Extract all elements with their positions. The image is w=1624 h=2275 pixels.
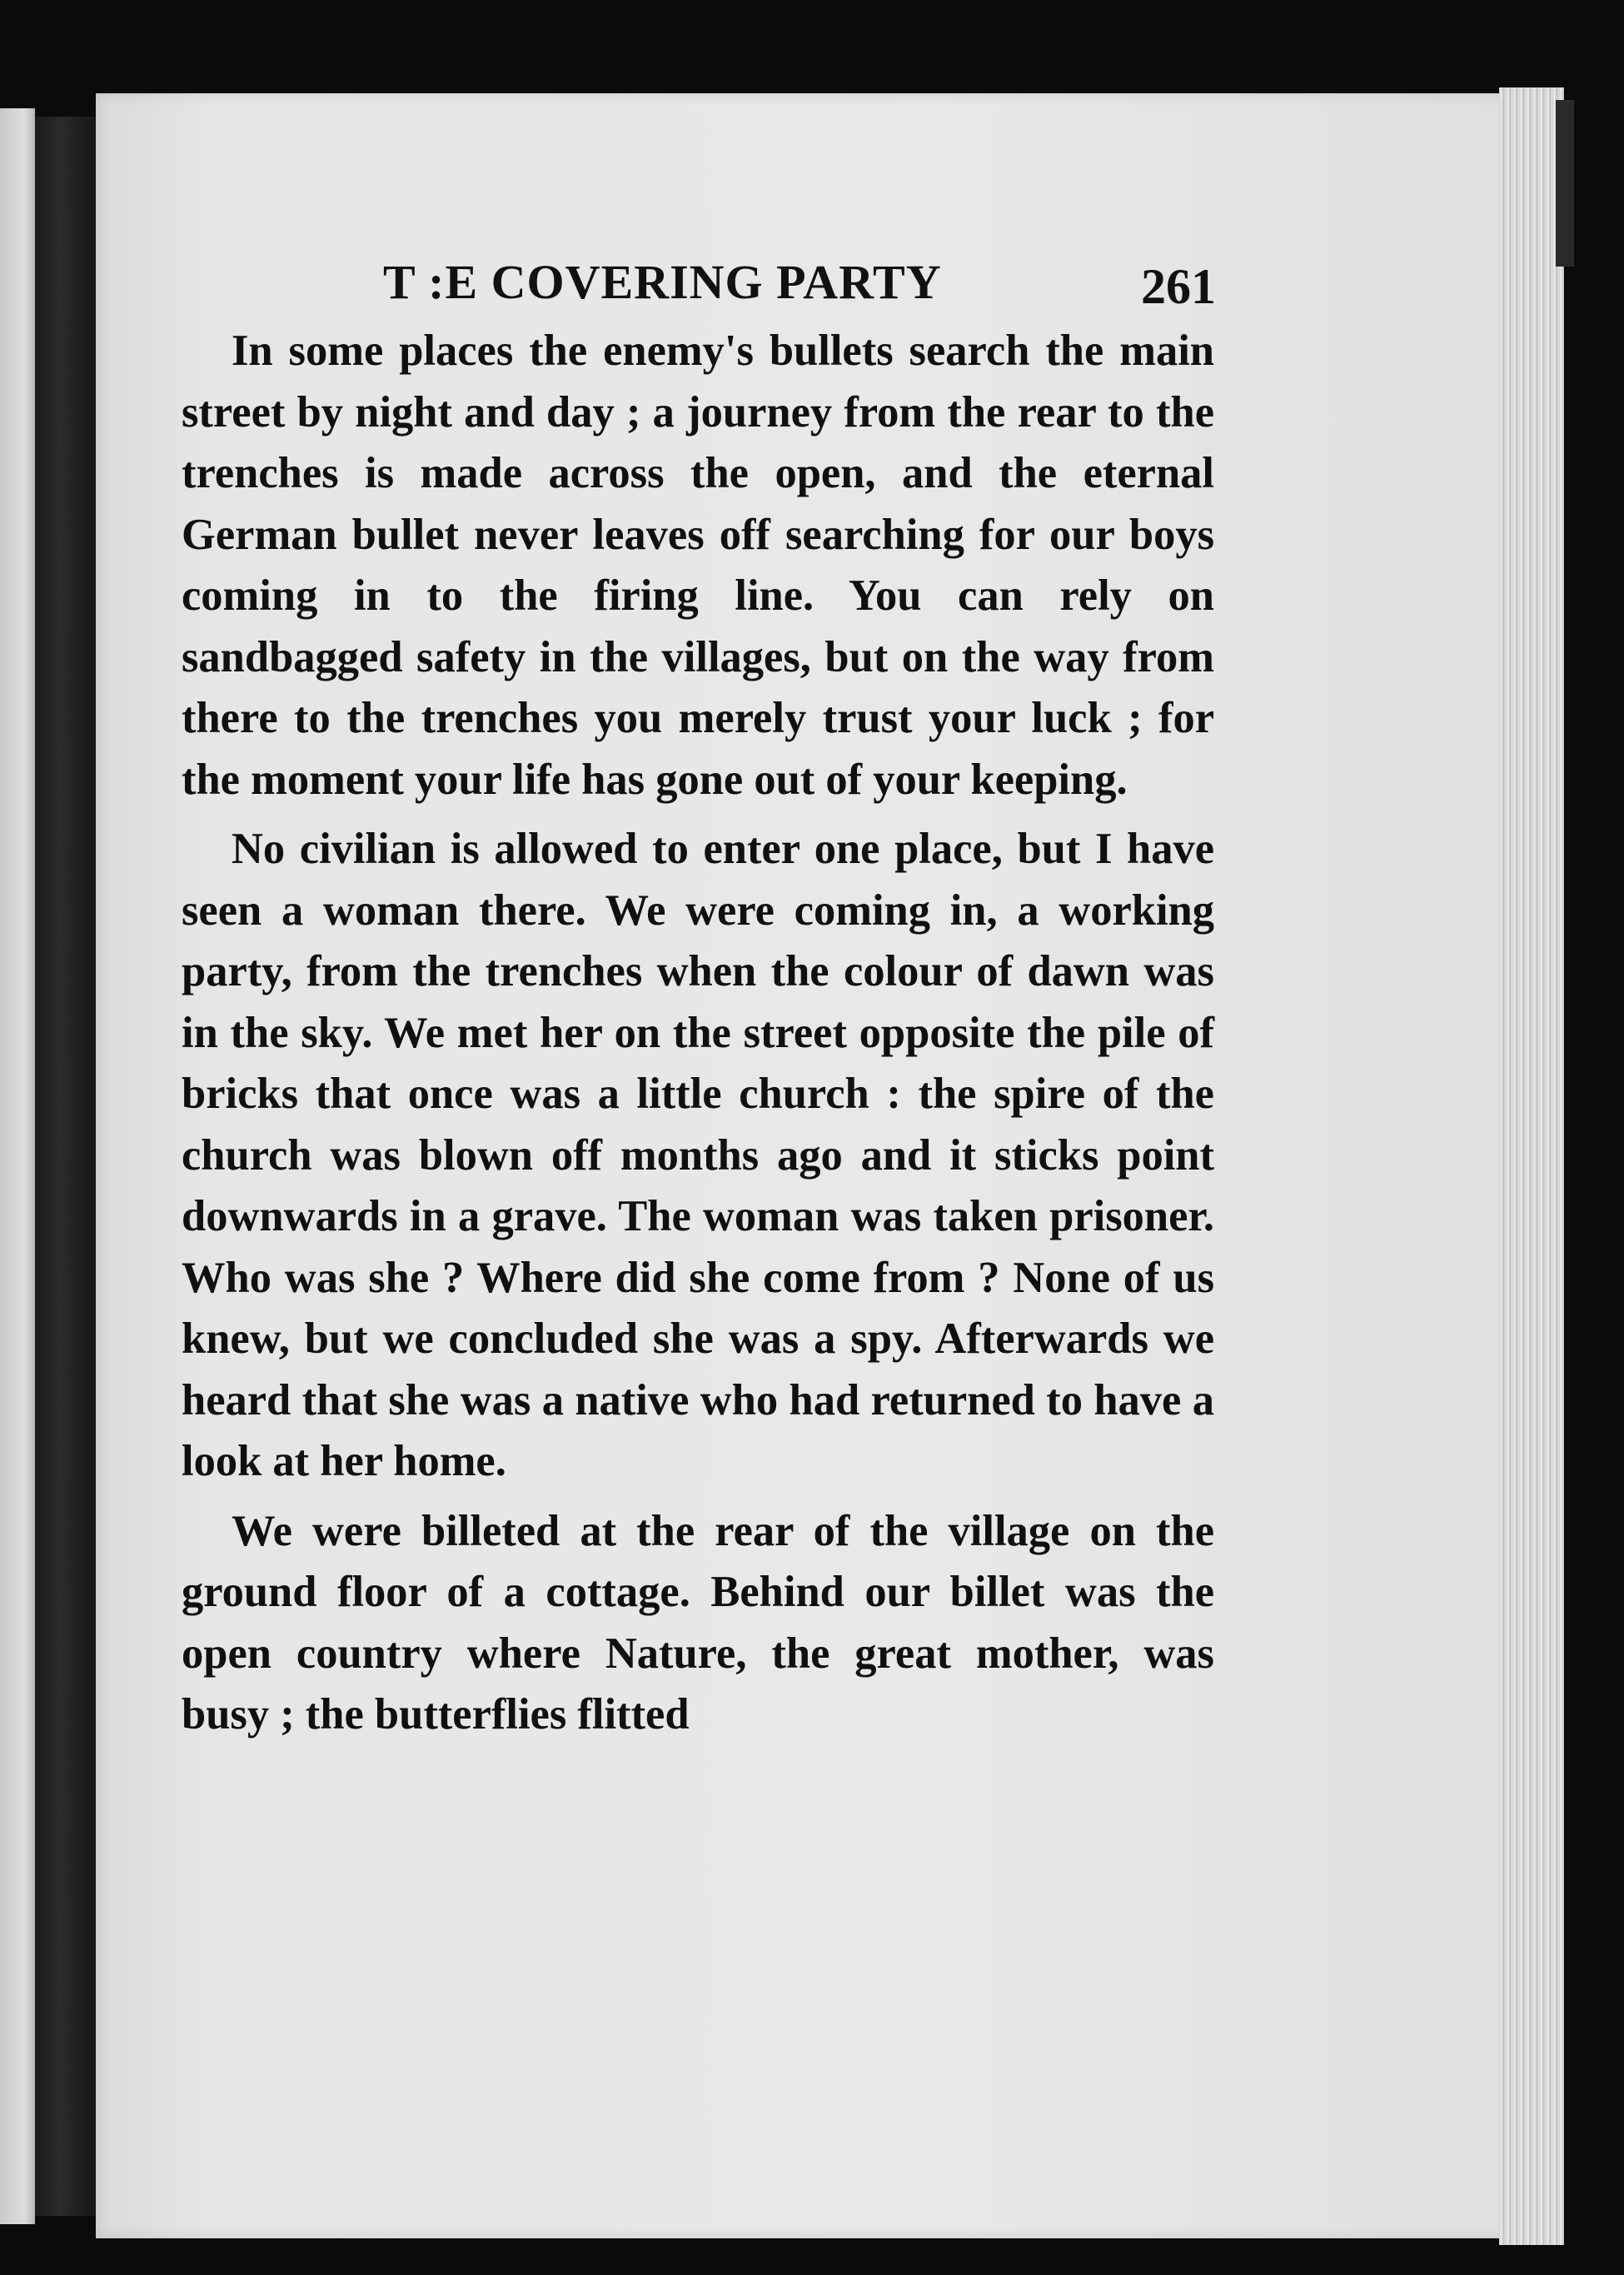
running-head: T :E COVERING PARTY <box>383 255 942 309</box>
book-spine <box>35 117 97 2216</box>
page-stack-edge <box>1499 87 1564 2245</box>
paragraph-1: In some places the enemy's bullets search the main street by night and day ; a journey from the rear to the trenches is made across the open, and the eternal German bullet never leaves off searching for our boys coming in to the firing line. You can rely on sandbagged safety in the villages, but on the way from there to the trenches you merely trust your luck ; for the moment your life has gone out of your keeping. <box>182 327 1214 804</box>
paragraph-3: We were billeted at the rear of the village on the ground floor of a cottage. Behind our billet was the open country where Nature, the great mother, was busy ; the butterflies flitted <box>182 1506 1214 1739</box>
page-stack-shadow <box>1556 100 1574 267</box>
left-page-edge <box>0 108 35 2224</box>
body-text <box>182 321 1214 1754</box>
paragraph-2: No civilian is allowed to enter one place, but I have seen a woman there. We were coming in, a working party, from the trenches when the colour of dawn was in the sky. We met her on the street opposite the pile of bricks that once was a little church : the spire of the church was blown off months ago and it sticks point downwards in a grave. The woman was taken prisoner. Who was she ? Where did she come from ? None of us knew, but we concluded she was a spy. Afterwards we heard that she was a native who had returned to have a look at her home. <box>182 825 1214 1485</box>
page-number: 261 <box>1141 259 1216 314</box>
